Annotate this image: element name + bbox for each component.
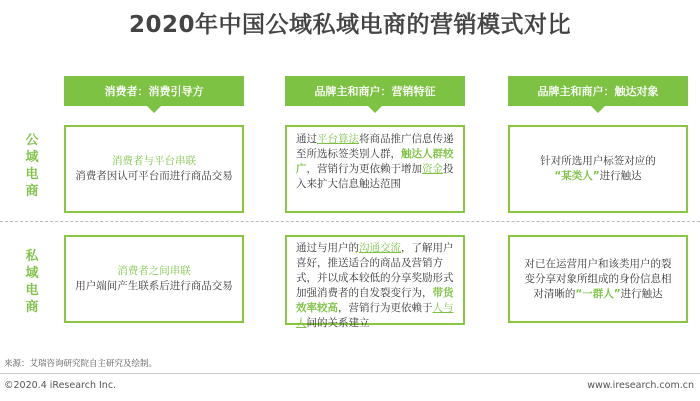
footer-divider bbox=[0, 373, 700, 374]
row-label-private: 私 域 电 商 bbox=[25, 249, 39, 315]
source-note: 来源：艾瑞咨询研究院自主研究及绘制。 bbox=[4, 359, 158, 369]
column-header-marketing-feature: 品牌主和商户：营销特征 bbox=[285, 76, 465, 106]
page-title: 2020年中国公域私域电商的营销模式对比 bbox=[128, 12, 571, 38]
highlight-text: 触达人群较广 bbox=[296, 148, 454, 175]
cell-public-consumer bbox=[64, 125, 244, 213]
highlight-text: “一群人” bbox=[575, 287, 621, 300]
highlight-text: 资金 bbox=[422, 163, 443, 175]
cell-text: 用户端间产生联系后进行商品交易 bbox=[75, 280, 233, 292]
row-label-public: 公 域 电 商 bbox=[25, 133, 39, 199]
highlight-text: 沟通交流 bbox=[359, 242, 401, 254]
column-header-target: 品牌主和商户：触达对象 bbox=[508, 76, 688, 106]
cell-public-feature: 通过平台算法将商品推广信息传递至所选标签类别人群，触达人群较广，营销行为更依赖于增加资金投入来扩大信息触达范围 bbox=[285, 125, 465, 213]
website-link[interactable]: www.iresearch.com.cn bbox=[587, 380, 694, 391]
cell-private-consumer bbox=[64, 235, 244, 323]
cell-private-feature: 通过与用户的沟通交流，了解用户喜好，推送适合的商品及营销方式，并以成本较低的分享奖励形式加强消费者的自发裂变行为，带货效率较高，营销行为更依赖于人与人间的关系建立 bbox=[285, 235, 465, 325]
highlight-text: 消费者之间串联 bbox=[117, 265, 191, 277]
highlight-text: 带货效率较高 bbox=[296, 287, 454, 314]
highlight-text: 人与人 bbox=[296, 302, 454, 329]
cell-text: 消费者因认可平台而进行商品交易 bbox=[75, 170, 233, 182]
row-divider bbox=[0, 221, 700, 222]
column-header-consumer: 消费者：消费引导方 bbox=[64, 76, 244, 106]
copyright-text: ©2020.4 iResearch Inc. bbox=[4, 380, 117, 391]
highlight-text: 消费者与平台串联 bbox=[112, 155, 196, 167]
cell-public-target: 针对所选用户标签对应的 “某类人”进行触达 bbox=[508, 125, 688, 213]
highlight-text: “某类人” bbox=[554, 170, 600, 182]
cell-private-target: 对已在运营用户和该类用户的裂变分享对象所组成的身份信息相对清晰的“一群人”进行触达 bbox=[508, 235, 688, 323]
highlight-text: 平台算法 bbox=[317, 133, 359, 145]
